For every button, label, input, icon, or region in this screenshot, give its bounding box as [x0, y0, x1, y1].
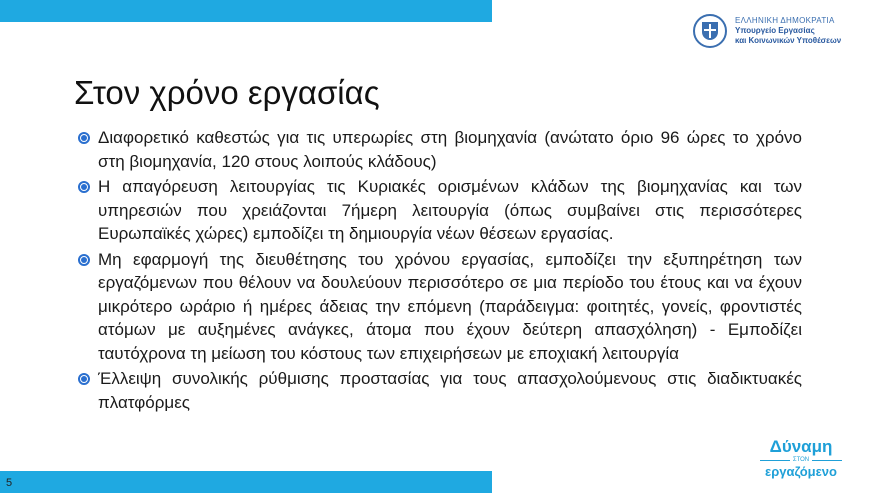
- bullet-list: [78, 126, 802, 416]
- bullet-icon: [78, 132, 90, 144]
- list-item: Η απαγόρευση λειτουργίας τις Κυριακές ορισμένων κλάδων της βιομηχανίας και των υπηρεσιών που χρειάζονται 7ήμερη λειτουργία (όπως συμβαίνει στις περισσότερες Ευρωπαϊκές χώρες) εμποδίζει τη δημιουργία νέων θέσεων εργασίας.: [78, 175, 802, 246]
- bullet-icon: [78, 181, 90, 193]
- top-accent-bar: [0, 0, 492, 22]
- list-item: Διαφορετικό καθεστώς για τις υπερωρίες στη βιομηχανία (ανώτατο όριο 96 ώρες το χρόνο στη βιομηχανία, 120 στους λοιπούς κλάδους): [78, 126, 802, 173]
- ministry-line3: και Κοινωνικών Υποθέσεων: [735, 36, 842, 45]
- coat-of-arms-icon: [693, 14, 727, 48]
- ministry-logo: [693, 14, 841, 48]
- ministry-line2: Υπουργείο Εργασίας: [735, 26, 815, 35]
- page-number: 5: [6, 477, 13, 489]
- bullet-icon: [78, 254, 90, 266]
- bottom-accent-bar: [0, 471, 492, 493]
- list-item: Έλλειψη συνολικής ρύθμισης προστασίας για τους απασχολούμενους στις διαδικτυακές πλατφόρμες: [78, 367, 802, 414]
- slide-title: Στον χρόνο εργασίας: [74, 74, 380, 111]
- list-item: Μη εφαρμογή της διευθέτησης του χρόνου εργασίας, εμποδίζει την εξυπηρέτηση των εργαζόμενων που θέλουν να δουλεύουν περισσότερο σε μια περίοδο του έτους και να έχουν μικρότερο ωράριο ή ημέρες άδειας την επόμενη (παράδειγμα: φοιτητές, γονείς, φροντιστές ατόμων με αυξημένες ανάγκες, άτομα που έχουν δεύτερη απασχόληση) - Εμποδίζει ταυτόχρονα τη μείωση του κόστους των επιχειρήσεων με εποχιακή λειτουργία: [78, 248, 802, 366]
- campaign-logo: Δύναμη ΣΤΟΝ εργαζόμενο: [760, 438, 842, 479]
- bullet-icon: [78, 373, 90, 385]
- ministry-line1: ΕΛΛΗΝΙΚΗ ΔΗΜΟΚΡΑΤΙΑ: [735, 16, 835, 25]
